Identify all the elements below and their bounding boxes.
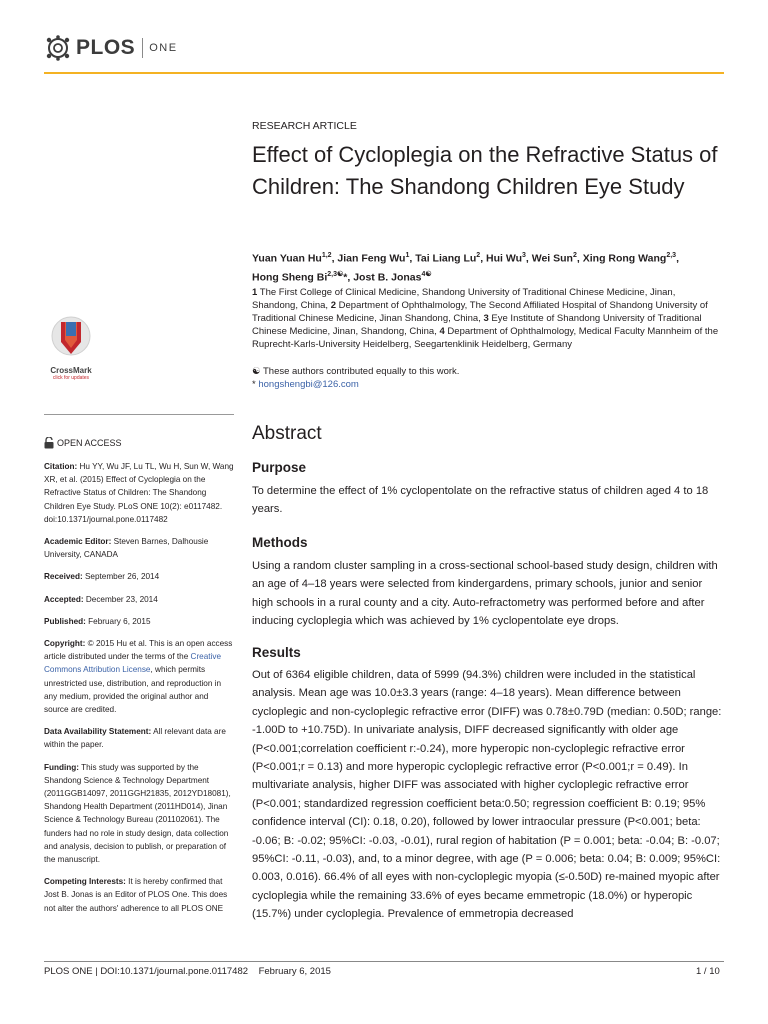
author-name: Jost B. Jonas [353,271,422,283]
author-separator: , [480,252,487,265]
author-affiliation-marker: 2 [476,252,481,259]
plos-network-icon [44,34,72,62]
author-affiliation-marker: 1 [405,252,410,259]
accepted-label: Accepted: [44,594,84,604]
citation-text: Hu YY, Wu JF, Lu TL, Wu H, Sun W, Wang XR, et al. (2015) Effect of Cycloplegia on the Refractive Status of Children: The Shandong Children Eye Study. PLoS ONE 10(2): e0117482. doi:10.1371/journal.pone.0117482 [44,462,234,524]
author-separator: , [331,252,338,265]
author-name: Xing Rong Wang [582,252,667,265]
accepted-date: December 23, 2014 [85,594,158,604]
affiliation-text: Department of Ophthalmology, The Second Affiliated Hospital of Shandong University of Traditional Chinese Medicine, Jinan Shandong, China, [252,300,708,324]
methods-text: Using a random cluster sampling in a cross-sectional school-based study design, children with an age of 4–18 years were selected from kindergardens, primary schools, junior and senior high schools in a rural county and a city. Auto-refractometry was performed before and after inducing cycloplegia which was achieved by 1% cyclopentolate eye drops. [252,560,718,628]
author-list [252,248,722,285]
author-separator: , [409,252,416,265]
equal-contribution-note: ☯ These authors contributed equally to this work. [252,366,460,377]
competing-interests-label: Competing Interests: [44,877,126,887]
email-link[interactable]: hongshengbi@126.com [258,379,359,390]
author-affiliation-marker: 2,3☯ [327,270,344,278]
published-block [44,615,234,628]
sidebar-divider [44,414,234,415]
crossmark-badge[interactable] [43,316,99,381]
article-type: RESEARCH ARTICLE [252,120,357,132]
author-name: Wei Sun [531,252,573,265]
editor-block [44,535,234,561]
author-separator: , [576,252,583,265]
plos-one-logo[interactable] [44,34,178,62]
data-availability-text: All relevant data are within the paper. [44,727,226,750]
logo-divider [142,38,143,58]
affiliations [252,286,722,351]
received-label: Received: [44,572,83,582]
page-number: 1 / 10 [696,966,720,977]
author-affiliation-marker: 2,3 [666,252,677,259]
open-access-badge [44,437,122,449]
email-marker: * [252,379,256,390]
copyright-block [44,637,234,716]
author-name: Hong Sheng Bi [252,271,328,283]
data-availability-label: Data Availability Statement: [44,727,152,737]
author-affiliation-marker: 3 [522,252,526,259]
article-title: Effect of Cycloplegia on the Refractive Status of Children: The Shandong Children Eye Study [252,142,718,199]
author-name: Hui Wu [486,252,522,265]
open-access-label: OPEN ACCESS [57,438,122,448]
published-date: February 6, 2015 [88,616,151,626]
author-name: Jian Feng Wu [337,252,406,265]
author-affiliation-marker: 1,2 [321,252,332,259]
copyright-text-end: , which permits unrestricted use, distribution, and reproduction in any medium, provided the original author and source are credited. [44,665,222,715]
methods-heading: Methods [252,535,308,550]
purpose-text: To determine the effect of 1% cyclopentolate on the refractive status of children aged 4 to 18 years. [252,485,709,516]
editor-text: Steven Barnes, Dalhousie University, CANADA [44,537,209,560]
funding-text: This study was supported by the Shandong Science & Technology Department (2011GGB14097, 2011GGH21835, 2012YD18081), Shandong Health Department (2011HD014), Jinan Science & Technology Bureau (201102061). The funders had no role in study design, data collection and analysis, decision to publish, or preparation of the manuscript. [44,762,231,865]
author-separator: *, [343,271,354,283]
author-separator: , [525,252,532,265]
abstract-heading: Abstract [252,423,322,444]
affiliation-text: The First College of Clinical Medicine, Shandong University of Traditional Chinese Medicine, Jinan, Shandong, China, [252,287,676,311]
author-name: Yuan Yuan Hu [252,252,322,265]
author-affiliation-marker: 2 [572,252,577,259]
data-availability-block [44,725,234,751]
affiliation-text: Department of Ophthalmology, Medical Faculty Mannheim of the Ruprecht-Karls-University Heidelberg, Seegartenklinik Heidelberg, Germany [252,326,719,350]
funding-block [44,761,234,867]
footer-divider [44,961,724,962]
copyright-label: Copyright: [44,639,86,649]
journal-wordmark: ONE [149,42,178,54]
accepted-block [44,593,234,606]
crossmark-label: CrossMark [50,366,92,375]
open-lock-icon [44,437,54,449]
corresponding-email [252,378,359,391]
received-block [44,570,234,583]
author-separator: , [676,252,679,265]
competing-interests-block [44,875,234,915]
citation-block [44,460,234,526]
article-sidebar [44,460,234,924]
crossmark-sublabel: click for updates [52,375,90,381]
results-heading: Results [252,645,301,660]
footer-citation: PLOS ONE | DOI:10.1371/journal.pone.0117482 February 6, 2015 [44,966,331,977]
author-affiliation-marker: 4☯ [421,270,432,278]
affiliation-text: Eye Institute of Shandong University of Traditional Chinese Medicine, Jinan, Shandong, China, [252,313,702,337]
crossmark-icon [51,316,91,360]
affiliation-number: 1 [252,287,258,298]
copyright-text: © 2015 Hu et al. This is an open access article distributed under the terms of the [44,639,233,662]
affiliation-number: 2 [330,300,336,311]
results-text: Out of 6364 eligible children, data of 5999 (94.3%) children were included in the statistical analysis. Mean age was 10.0±3.3 years (range: 4–18 years). Mean difference between cycloplegic and non-cycloplegic refractive error (DIFF) was 0.78±0.79D (median: 0.50D; range: -1.00D to +10.75D). In univariate analysis, DIFF decreased significantly with older age (P<0.001;correlation coefficient r:-0.24), more hyperopic non-cycloplegic refractive error (P<0.001;r = 0.13) and more hyperopic cycloplegic refractive error (P<0.001;r = 0.49). In multivariate analysis, higher DIFF was associated with higher cycloplegic refractive error (P<0.001; standardized regression coefficient beta:0.50; regression coefficient B: 0.19; 95% confidence interval (CI): 0.18, 0.20), followed by lower intraocular pressure (P<0.001; beta: -0.06; B: -0.02; 95%CI: -0.03, -0.01), rural region of habitation (P = 0.001; beta: -0.04; B: -0.07; 95%CI: -0.11, -0.03), and, to a minor degree, with age (P = 0.006; beta: 0.04; B: 0.009; 95%CI: 0.003, 0.016). 66.4% of all eyes with non-cycloplegic myopia (≤-0.50D) re-mained myopic after cycloplegia while the remaining 33.6% of eyes became emmetropic (18.0%) or hyperopic (15.7%) under cycloplegia. Prevalence of emmetropia decreased [252,669,722,921]
editor-label: Academic Editor: [44,537,112,547]
affiliation-number: 3 [483,313,489,324]
purpose-heading: Purpose [252,460,307,475]
received-date: September 26, 2014 [84,572,160,582]
plos-wordmark: PLOS [76,36,136,59]
citation-label: Citation: [44,462,78,471]
license-link[interactable]: Creative Commons Attribution License [44,652,222,675]
affiliation-number: 4 [439,326,445,337]
author-name: Tai Liang Lu [415,252,477,265]
published-label: Published: [44,616,86,626]
funding-label: Funding: [44,762,80,772]
competing-interests-text: It is hereby confirmed that Jost B. Jonas is an Editor of PLOS One. This does not alter the authors' adherence to all PLOS ONE [44,877,228,913]
header-accent-line [44,72,724,74]
